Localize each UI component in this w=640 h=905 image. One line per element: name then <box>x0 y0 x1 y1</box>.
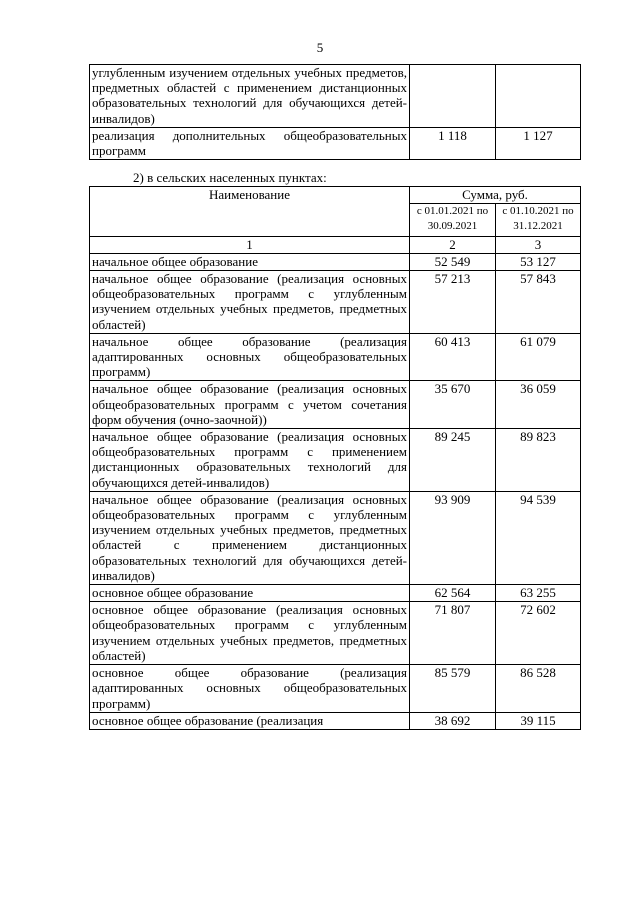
column-header-period2: с 01.10.2021 по 31.12.2021 <box>496 204 581 236</box>
row-value-period2: 61 079 <box>496 333 581 381</box>
row-value-period1: 38 692 <box>410 712 496 729</box>
column-numbers-row <box>90 236 581 253</box>
table-row <box>90 585 581 602</box>
row-name: начальное общее образование (реализация основных общеобразовательных программ с углубленным изучением отдельных учебных предметов, предметных областей) <box>90 271 410 334</box>
row-name: основное общее образование (реализация основных общеобразовательных программ с углубленным изучением отдельных учебных предметов, предметных областей) <box>90 602 410 665</box>
rural-costs-table <box>89 186 581 730</box>
row-value-period2: 63 255 <box>496 585 581 602</box>
table-row <box>90 381 581 429</box>
table-row <box>90 253 581 270</box>
row-value-period2: 36 059 <box>496 381 581 429</box>
table-row <box>90 127 581 159</box>
row-value-period2: 94 539 <box>496 491 581 584</box>
table-row <box>90 491 581 584</box>
row-value-period1: 1 118 <box>410 127 496 159</box>
row-value-period1 <box>410 65 496 128</box>
table-header-row <box>90 187 581 204</box>
column-number: 2 <box>410 236 496 253</box>
row-value-period2: 89 823 <box>496 429 581 492</box>
row-name: начальное общее образование <box>90 253 410 270</box>
row-value-period2: 53 127 <box>496 253 581 270</box>
table-row <box>90 271 581 334</box>
row-value-period2 <box>496 65 581 128</box>
row-value-period2: 72 602 <box>496 602 581 665</box>
section-heading: 2) в сельских населенных пунктах: <box>133 170 327 185</box>
continuation-table <box>89 64 581 160</box>
row-name: реализация дополнительных общеобразовательных программ <box>90 127 410 159</box>
column-number: 1 <box>90 236 410 253</box>
row-value-period1: 52 549 <box>410 253 496 270</box>
row-value-period2: 1 127 <box>496 127 581 159</box>
row-value-period2: 57 843 <box>496 271 581 334</box>
table-row <box>90 665 581 713</box>
column-header-name: Наименование <box>90 187 410 237</box>
row-value-period2: 39 115 <box>496 712 581 729</box>
row-value-period1: 60 413 <box>410 333 496 381</box>
table-row <box>90 712 581 729</box>
table-row <box>90 65 581 128</box>
row-value-period1: 85 579 <box>410 665 496 713</box>
row-name: основное общее образование (реализация <box>90 712 410 729</box>
row-value-period1: 62 564 <box>410 585 496 602</box>
table-row <box>90 602 581 665</box>
row-name: начальное общее образование (реализация основных общеобразовательных программ с углубленным изучением отдельных учебных предметов, предметных областей с применением дистанционных образовательных технологий для обучающихся детей-инвалидов) <box>90 491 410 584</box>
table-row <box>90 429 581 492</box>
row-name: начальное общее образование (реализация адаптированных основных общеобразовательных программ) <box>90 333 410 381</box>
row-name: основное общее образование <box>90 585 410 602</box>
row-value-period1: 89 245 <box>410 429 496 492</box>
row-value-period1: 93 909 <box>410 491 496 584</box>
row-value-period1: 71 807 <box>410 602 496 665</box>
row-name: начальное общее образование (реализация основных общеобразовательных программ с применением дистанционных образовательных технологий для обучающихся детей-инвалидов) <box>90 429 410 492</box>
column-header-sum: Сумма, руб. <box>410 187 581 204</box>
table-row <box>90 333 581 381</box>
page-number: 5 <box>316 40 324 55</box>
row-name: начальное общее образование (реализация основных общеобразовательных программ с учетом сочетания форм обучения (очно-заочной)) <box>90 381 410 429</box>
column-number: 3 <box>496 236 581 253</box>
row-value-period1: 57 213 <box>410 271 496 334</box>
column-header-period1: с 01.01.2021 по 30.09.2021 <box>410 204 496 236</box>
row-name: основное общее образование (реализация адаптированных основных общеобразовательных программ) <box>90 665 410 713</box>
row-value-period1: 35 670 <box>410 381 496 429</box>
row-value-period2: 86 528 <box>496 665 581 713</box>
row-name: углубленным изучением отдельных учебных предметов, предметных областей с применением дистанционных образовательных технологий для обучающихся детей-инвалидов) <box>90 65 410 128</box>
